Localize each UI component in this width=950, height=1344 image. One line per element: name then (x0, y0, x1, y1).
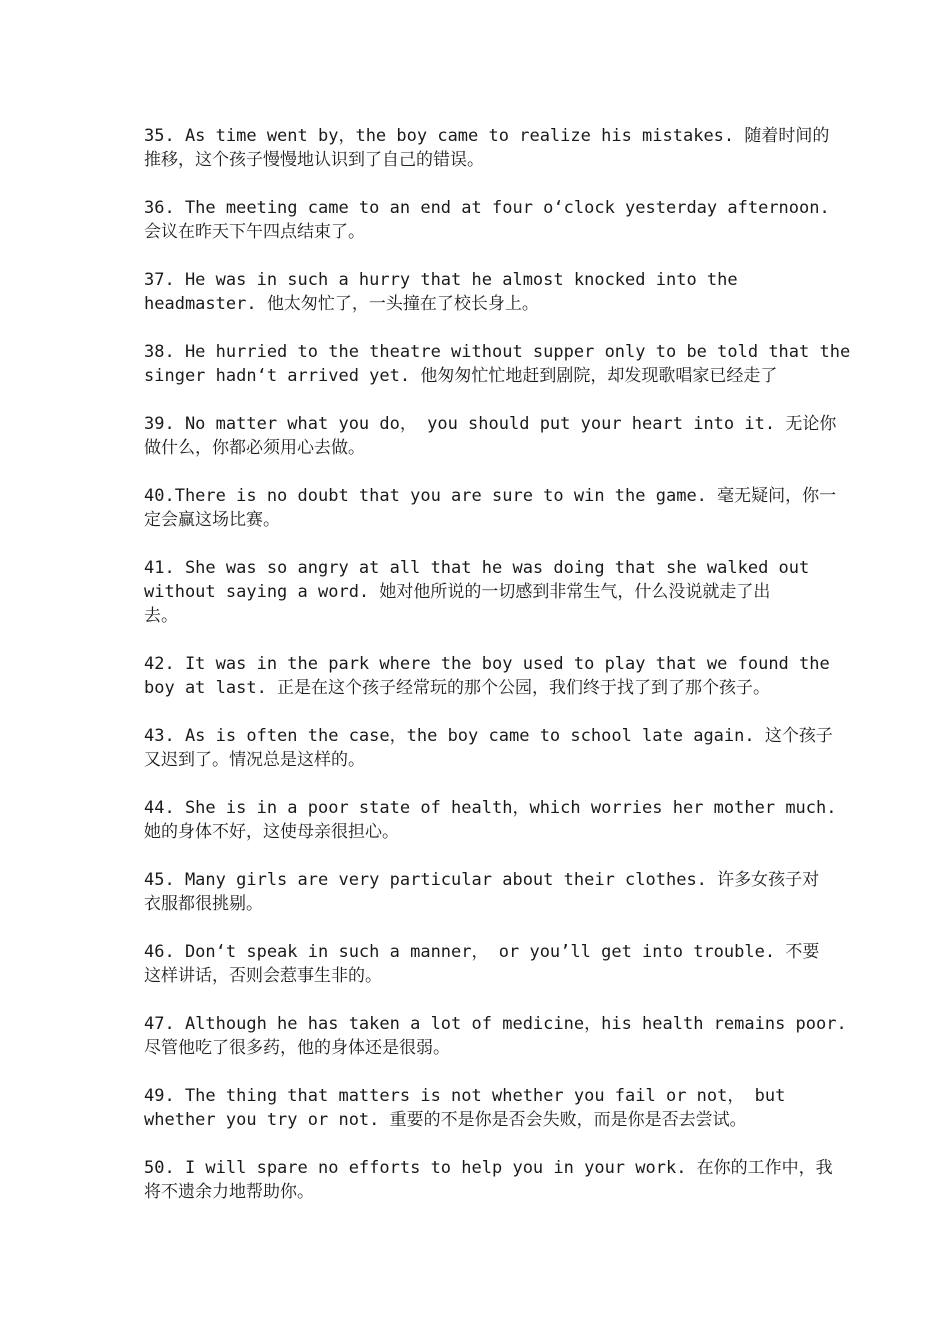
entry-50 (144, 1156, 833, 1204)
entry-line: 39. No matter what you do， you should put your heart into it. 无论你 (144, 414, 837, 434)
entry-42 (144, 652, 830, 700)
entry-line: 37. He was in such a hurry that he almost knocked into the (144, 270, 738, 290)
entry-line: 将不遗余力地帮助你。 (144, 1182, 314, 1202)
entry-40 (144, 484, 837, 532)
entry-line: 36. The meeting came to an end at four o‘clock yesterday afternoon. (144, 198, 830, 218)
entry-36 (144, 196, 830, 244)
entry-line: 又迟到了。情况总是这样的。 (144, 750, 365, 770)
entry-line: 定会赢这场比赛。 (144, 510, 280, 530)
entry-line: 38. He hurried to the theatre without supper only to be told that the (144, 342, 851, 362)
entry-47 (144, 1012, 847, 1060)
entry-line: 去。 (144, 606, 178, 626)
entry-line: 50. I will spare no efforts to help you in your work. 在你的工作中，我 (144, 1158, 833, 1178)
entry-35 (144, 124, 830, 172)
entry-49 (144, 1084, 824, 1132)
entry-37 (144, 268, 824, 316)
entry-38 (144, 340, 851, 388)
entry-line: 这样讲话，否则会惹事生非的。 (144, 966, 382, 986)
entry-44 (144, 796, 837, 844)
entry-45 (144, 868, 824, 916)
sentence-list (144, 124, 851, 1228)
entry-46 (144, 940, 824, 988)
entry-line: 44. She is in a poor state of health，which worries her mother much. (144, 798, 837, 818)
entry-line: 42. It was in the park where the boy used to play that we found the (144, 654, 830, 674)
entry-line: 41. She was so angry at all that he was doing that she walked out (144, 558, 810, 578)
entry-line: 做什么，你都必须用心去做。 (144, 438, 365, 458)
entry-line: singer hadn‘t arrived yet. 他匆匆忙忙地赶到剧院，却发现歌唱家已经走了 (144, 366, 778, 386)
entry-line: without saying a word. 她对他所说的一切感到非常生气，什么没说就走了出 (144, 582, 771, 602)
entry-line: 她的身体不好，这使母亲很担心。 (144, 822, 399, 842)
entry-line: 推移，这个孩子慢慢地认识到了自己的错误。 (144, 150, 484, 170)
entry-line: 尽管他吃了很多药，他的身体还是很弱。 (144, 1038, 450, 1058)
entry-line: 47. Although he has taken a lot of medicine，his health remains poor. (144, 1014, 847, 1034)
entry-41 (144, 556, 824, 628)
entry-line: 35. As time went by，the boy came to realize his mistakes. 随着时间的 (144, 126, 830, 146)
entry-line: 46. Don‘t speak in such a manner， or you’ll get into trouble. 不要 (144, 942, 820, 962)
entry-line: headmaster. 他太匆忙了，一头撞在了校长身上。 (144, 294, 539, 314)
entry-line: 49. The thing that matters is not whether you fail or not， but (144, 1086, 786, 1106)
entry-line: 衣服都很挑剔。 (144, 894, 263, 914)
entry-line: boy at last. 正是在这个孩子经常玩的那个公园，我们终于找了到了那个孩子。 (144, 678, 771, 698)
entry-line: 43. As is often the case，the boy came to school late again. 这个孩子 (144, 726, 833, 746)
entry-line: 40.There is no doubt that you are sure to win the game. 毫无疑问，你一 (144, 486, 837, 506)
entry-43 (144, 724, 833, 772)
entry-line: whether you try or not. 重要的不是你是否会失败，而是你是否去尝试。 (144, 1110, 747, 1130)
entry-39 (144, 412, 837, 460)
entry-line: 会议在昨天下午四点结束了。 (144, 222, 365, 242)
entry-line: 45. Many girls are very particular about their clothes. 许多女孩子对 (144, 870, 820, 890)
